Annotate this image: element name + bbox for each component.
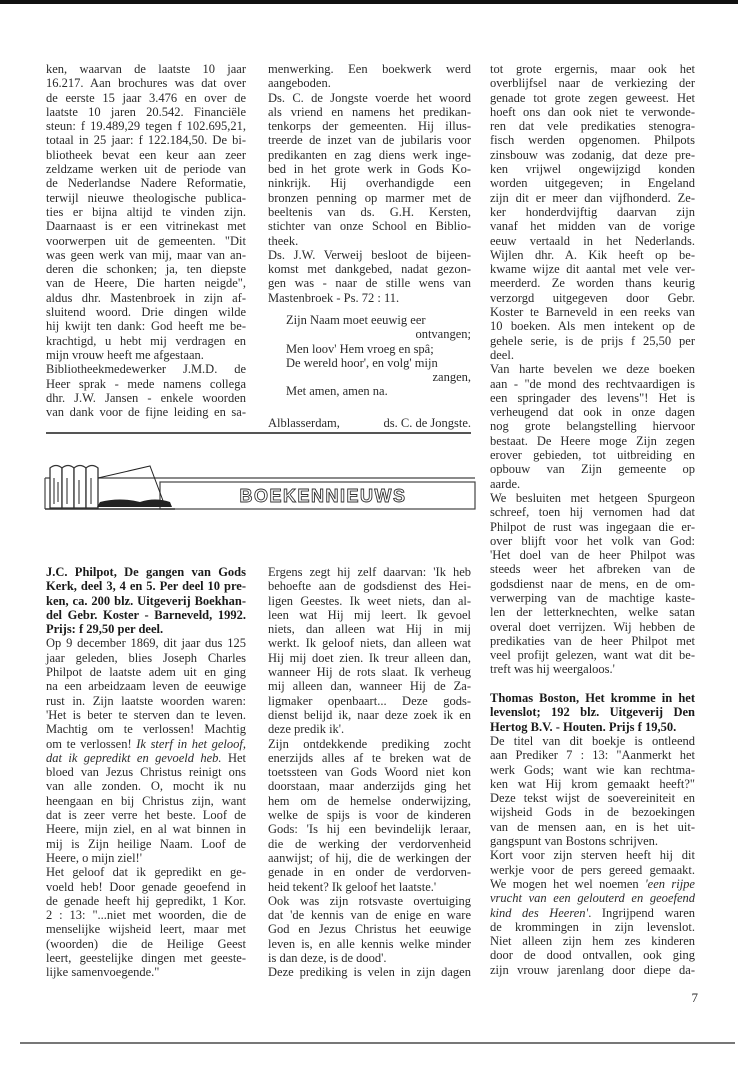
- text-line: God en Jezus Christus het eeuwige: [268, 922, 471, 937]
- text-line: Niet alleen zijn hem zes kinderen: [490, 934, 695, 949]
- italic-quote: Ik sterf in het geloof,: [136, 736, 247, 751]
- text-line: Deze tekst wijst de soevereiniteit en: [490, 791, 695, 806]
- text-line: bliotheek bevat een keur aan zeer: [46, 147, 246, 162]
- text-line: menselijke wijsheid leert, maar met: [46, 922, 246, 937]
- paragraph: [268, 248, 471, 305]
- text-line: treerde de inzet van de jubilaris voor: [268, 133, 471, 148]
- text-line: heengaan en bij Christus zijn, want: [46, 793, 246, 808]
- text-line: schreef, toen hij vernomen had dat: [490, 505, 695, 520]
- text-line: deel.: [490, 347, 514, 362]
- text-line: fisch werden opgenomen. Philpots: [490, 133, 695, 148]
- text-line: over blijft voor het volk van God:: [490, 533, 695, 548]
- poem-line: Met amen, amen na.: [286, 384, 388, 399]
- text-line: leven is, en alle kennis welke minder: [268, 936, 471, 951]
- bottom-left-column: [46, 565, 246, 980]
- text-line: 2 : 13: "...niet met woorden, die de: [46, 908, 246, 923]
- text-line: Philpot de rust was ingegaan die er-: [490, 519, 695, 534]
- text-line: zijn vrouw jarenlang door diepe da-: [490, 962, 695, 977]
- text-line: niets, dan alleen wat Hij in mij: [268, 622, 471, 637]
- text-line: toetssteen van Gods Woord niet kon: [268, 765, 471, 780]
- paragraph: [268, 965, 471, 979]
- text-line: wanneer Hij de rots slaat. Ik verheug: [268, 665, 471, 680]
- text-line: de eerste 15 jaar 3.476 en over de: [46, 90, 246, 105]
- text-line: [46, 751, 246, 765]
- text-line: del Gebr. Koster - Barneveld, 1992.: [46, 607, 246, 622]
- text-line: deren die schonken; ja, ten diepste: [46, 262, 246, 277]
- text-line: heid tekent? Ik geloof het laatste.': [268, 879, 437, 894]
- text-line: Op 9 december 1869, dit jaar dus 125: [46, 636, 246, 651]
- bottom-middle-column: [268, 565, 471, 980]
- text-line: verwerping van de machtige kaste-: [490, 590, 695, 605]
- top-middle-column: [268, 62, 471, 305]
- text-line: overal doet verrijzen. Wij hebben de: [490, 619, 695, 634]
- text-line: bloed van Jezus Christus reinigt ons: [46, 765, 246, 780]
- text-line: bed in het grote werk in Gods Ko-: [268, 162, 471, 177]
- text-line: J.C. Philpot, De gangen van Gods: [46, 565, 246, 579]
- text-line: wijsheid Gods in de bezoekingen: [490, 805, 695, 820]
- book-review-heading: [490, 691, 695, 734]
- text-line: hij kwijt ten dank: God heeft me be-: [46, 319, 246, 334]
- text-line: kwame wijze dit aantal met vele ver-: [490, 262, 695, 277]
- text-line: Deze prediking is velen in zijn dagen: [268, 965, 471, 980]
- text-line: [490, 891, 695, 905]
- text-line: zijn dit er meer dan vijfhonderd. Ze-: [490, 190, 695, 205]
- text-line: Machtig om te verlossen! Machtig: [46, 722, 246, 737]
- text-line: dat 'de kennis van de enige en ware: [268, 908, 471, 923]
- text-line: werkje voor de pers gereed gemaakt.: [490, 862, 695, 877]
- text-line: Ds. C. de Jongste voerde het woord: [268, 90, 471, 105]
- text-line: ken, waarvan de laatste 10 jaar: [46, 62, 246, 76]
- text-line: ren dat vele predikaties stenogra-: [490, 119, 695, 134]
- poem-line: Men loov' Hem vroeg en spâ;: [286, 341, 434, 356]
- paragraph: [268, 62, 471, 91]
- text-line: [490, 877, 695, 891]
- text-line: de krommingen in zijn levenslot.: [490, 919, 695, 934]
- text-line: deze predik ik'.: [268, 722, 345, 737]
- section-divider: [46, 432, 471, 434]
- italic-quote: 'een rijpe: [645, 876, 695, 891]
- spacer: [490, 677, 695, 691]
- text-line: ninkrijk. Hij overhandigde een: [268, 176, 471, 191]
- text-line: [490, 906, 695, 920]
- paragraph: [268, 565, 471, 737]
- poem-line: ontvangen;: [415, 327, 471, 342]
- text-line: theek.: [268, 233, 299, 248]
- text-line: van de Heere, Die harten neigde",: [46, 276, 246, 291]
- text-line: tenkorps der gemeenten. Hij illus-: [268, 119, 471, 134]
- text-line: overblijfsel naar de verkiezing der: [490, 76, 695, 91]
- text-line: mij alleen dan, wanneer Hij de Za-: [268, 679, 471, 694]
- text-line: hem om de hemelse onderwijzing,: [268, 793, 471, 808]
- text-line: predikanten en zag diens werk inge-: [268, 147, 471, 162]
- italic-quote: dat ik gepredikt en gevoeld heb.: [46, 750, 222, 765]
- text-line: genade in en onder de verdorven-: [268, 865, 471, 880]
- text-line: werkt. Ik geloof niets, dan alleen wat: [268, 636, 471, 651]
- text-line: bronzen penning op marmer met de: [268, 190, 471, 205]
- text-line: aan - "de mond des rechtvaardigen is: [490, 376, 695, 391]
- text-line: godsdienst naar de mens, en de om-: [490, 576, 695, 591]
- italic-quote: kind des Heeren': [490, 905, 589, 920]
- text-line: opbouw van Zijn gemeente op: [490, 462, 695, 477]
- text-line: De titel van dit boekje is ontleend: [490, 733, 695, 748]
- text-line: door de dood ontvallen, ook ging: [490, 948, 695, 963]
- text-line: is dan deze, is de dood'.: [268, 951, 387, 966]
- text-line: doorstaan, maar anderzijds ging het: [268, 779, 471, 794]
- text-line: levenslot; 192 blz. Uitgeverij Den: [490, 705, 695, 720]
- text-line: treft was hij weergaloos.': [490, 662, 615, 677]
- text-line: gen was - naar de stille wens van: [268, 276, 471, 291]
- text-line: gangspunt van Bostons schrijven.: [490, 834, 659, 849]
- text-line: steun: f 19.489,29 tegen f 102.695,21,: [46, 119, 246, 134]
- text-segment: . Ingrijpend waren: [588, 905, 695, 920]
- text-line: aan Prediker 7 : 13: "Aanmerkt het: [490, 748, 695, 763]
- paragraph: [46, 636, 246, 865]
- poem-line: De wereld hoor', en volg' mijn: [286, 355, 438, 370]
- text-line: Heere, mijn ziel, en al wat binnen in: [46, 822, 246, 837]
- text-line: eeuw vertaald in het Nederlands.: [490, 233, 695, 248]
- books-illustration-icon: [40, 458, 480, 514]
- top-border-bar: [0, 0, 738, 4]
- poem-line: zangen,: [432, 370, 471, 385]
- text-line: Kort voor zijn sterven heeft hij dit: [490, 848, 695, 863]
- text-line: menwerking. Een boekwerk werd: [268, 62, 471, 76]
- text-line: Bibliotheekmedewerker J.M.D. de: [46, 362, 246, 377]
- text-line: ken wat Hij krom gemaakt heeft?": [490, 776, 695, 791]
- italic-quote: vrucht van een gelouterd en geoefend: [490, 891, 695, 906]
- top-left-column: [46, 62, 246, 419]
- text-line: van dank voor de fijne leiding en sa-: [46, 405, 246, 420]
- text-line: komst met dankgebed, nadat gezon-: [268, 262, 471, 277]
- text-line: gehele serie, is de prijs f 25,50 per: [490, 333, 695, 348]
- text-line: zeldzame werken uit de periode van: [46, 162, 246, 177]
- text-line: leen wat Hij mij leert. Ik gevoel: [268, 607, 471, 622]
- text-line: was geen werk van mij, maar van an-: [46, 247, 246, 262]
- text-line: 'Het is beter te sterven dan te leven.: [46, 707, 246, 722]
- text-line: aangeboden.: [268, 76, 331, 91]
- bottom-border-rule: [20, 1042, 735, 1044]
- signature-place: Alblasserdam,: [268, 416, 340, 430]
- text-line: ligen Geestes. Ik weet niets, dan al-: [268, 593, 471, 608]
- paragraph: [46, 865, 246, 979]
- text-line: lijke samenvoegende.": [46, 965, 160, 980]
- text-line: mij is Zijn heilige Naam. Loof de: [46, 836, 246, 851]
- text-line: Ook was zijn rotsvaste overtuiging: [268, 893, 471, 908]
- text-line: Gods: 'Is hij een bevindelijk leraar,: [268, 822, 471, 837]
- signature: [268, 416, 471, 431]
- text-line: We besluiten met hetgeen Spurgeon: [490, 490, 695, 505]
- text-line: Thomas Boston, Het kromme in het: [490, 691, 695, 706]
- text-line: mijn vrouw heeft me afgestaan.: [46, 347, 204, 362]
- text-segment: Het: [221, 750, 246, 765]
- text-line: (woorden) die de Heilige Geest: [46, 936, 246, 951]
- text-line: vanaf het midden van de vorige: [490, 219, 695, 234]
- page-number: 7: [691, 990, 698, 1005]
- text-segment: We mogen het wel noemen: [490, 876, 645, 891]
- text-line: dienst belijd ik, naar deze zoek ik en: [268, 707, 471, 722]
- text-line: leert, geestelijke dingen met geeste-: [46, 951, 246, 966]
- text-line: Kerk, deel 3, 4 en 5. Per deel 10 pre-: [46, 579, 246, 594]
- text-line: tot grote ergernis, maar ook het: [490, 62, 695, 76]
- text-line: erover gebieden, tot uitbreiding en: [490, 448, 695, 463]
- text-line: dhr. J.W. Jansen - enkele woorden: [46, 390, 246, 405]
- text-line: meerderd. Ze worden thans keurig: [490, 276, 695, 291]
- text-line: na een arbeidzaam leven de eeuwige: [46, 679, 246, 694]
- text-line: ker honderdvijftig daarvan zijn: [490, 204, 695, 219]
- boekennieuws-banner: [40, 458, 480, 519]
- text-line: jaar geleden, blies Joseph Charles: [46, 650, 246, 665]
- text-line: krachtigd, u hebt mij verdragen en: [46, 333, 246, 348]
- paragraph: [490, 362, 695, 491]
- text-line: de Nederlandse Nadere Reformatie,: [46, 176, 246, 191]
- text-line: genade tot grote zegen geweest. Het: [490, 90, 695, 105]
- text-line: bestaat. De Heere moge Zijn zegen: [490, 433, 695, 448]
- text-line: Van harte bevelen we deze boeken: [490, 362, 695, 377]
- right-column: [490, 62, 695, 977]
- text-line: Mastenbroek - Ps. 72 : 11.: [268, 290, 400, 305]
- text-line: van de mensen aan, en is het uit-: [490, 819, 695, 834]
- text-line: sluitend woord. Drie dingen wilde: [46, 305, 246, 320]
- text-line: Het geloof dat ik gepredikt en ge-: [46, 865, 246, 880]
- poem-line: Zijn Naam moet eeuwig eer: [286, 313, 426, 327]
- text-line: 10 boeken. Als men intekent op de: [490, 319, 695, 334]
- text-line: worden uitgegeven; in Engeland: [490, 176, 695, 191]
- paragraph: [490, 491, 695, 677]
- paragraph: [268, 91, 471, 248]
- text-line: Heer sprak - mede namens collega: [46, 376, 246, 391]
- text-line: behoefte aan de godsdienst des Hei-: [268, 579, 471, 594]
- text-segment: om te verlossen!: [46, 736, 137, 751]
- paragraph: [46, 62, 246, 362]
- text-line: dat is zeer verre het beste. Loof de: [46, 808, 246, 823]
- signature-author: ds. C. de Jongste.: [383, 416, 471, 430]
- text-line: enerzijds alles af te breken wat de: [268, 750, 471, 765]
- text-line: zinsbouw was zodanig, dat deze pre-: [490, 147, 695, 162]
- book-review-heading: [46, 565, 246, 636]
- text-line: [46, 737, 246, 751]
- text-line: beeltenis van ds. G.H. Kersten,: [268, 204, 471, 219]
- text-line: ken vrijwel ongewijzigd konden: [490, 162, 695, 177]
- text-line: rust in. Zijn laatste woorden waren:: [46, 693, 246, 708]
- text-line: verzorgd uitgegeven door Gebr.: [490, 290, 695, 305]
- text-line: van alle zonden. O, mocht ik nu: [46, 779, 246, 794]
- paragraph: [490, 848, 695, 977]
- text-line: Ds. J.W. Verweij besloot de bijeen-: [268, 247, 471, 262]
- text-line: een springader des levens"! Het is: [490, 390, 695, 405]
- text-line: Zijn ontdekkende prediking zocht: [268, 736, 471, 751]
- text-line: de genade heeft hij gepredikt, 1 Kor.: [46, 893, 246, 908]
- text-line: 'Het doel van de heer Philpot was: [490, 548, 695, 563]
- text-line: aanwijst; of hij, die de werkingen der: [268, 850, 471, 865]
- text-line: Wijlen dhr. A. Kik heeft op be-: [490, 247, 695, 262]
- text-line: Ergens zegt hij zelf daarvan: 'Ik heb: [268, 565, 471, 579]
- text-line: Hertog B.V. - Houten. Prijs f 19,50.: [490, 719, 677, 734]
- text-line: Daarnaast is er een vitrinekast met: [46, 219, 246, 234]
- text-line: len der letterknechten, welke satan: [490, 605, 695, 620]
- text-line: Heere, o mijn ziel!': [46, 850, 142, 865]
- banner-title: BOEKENNIEUWS: [239, 486, 407, 506]
- text-line: terwijl nieuwe theologische publica-: [46, 190, 246, 205]
- text-line: verheugend dat ook in onze dagen: [490, 405, 695, 420]
- text-line: laatste 10 jaren 20.542. Financiële: [46, 104, 246, 119]
- text-line: stichter van onze School en Biblio-: [268, 219, 471, 234]
- text-line: voeld heb! Door genade geoefend in: [46, 879, 246, 894]
- text-line: voorwerpen uit de gemeenten. "Dit: [46, 233, 246, 248]
- text-line: predikaties van de heer Philpot met: [490, 633, 695, 648]
- paragraph: [490, 734, 695, 848]
- text-line: aldus dhr. Mastenbroek in zijn af-: [46, 290, 246, 305]
- text-line: 16.217. Aan brochures was dat over: [46, 76, 246, 91]
- text-line: Prijs: f 29,50 per deel.: [46, 622, 164, 637]
- psalm-verse: [268, 313, 471, 399]
- text-line: die de werking der verdorvenheid: [268, 836, 471, 851]
- text-line: als vriend en namens het predikan-: [268, 104, 471, 119]
- text-line: Koster te Barneveld in een reeks van: [490, 305, 695, 320]
- text-line: werk Gods; want wie kan rechtma-: [490, 762, 695, 777]
- paragraph: [268, 737, 471, 894]
- text-line: aarde.: [490, 476, 521, 491]
- paragraph: [268, 894, 471, 965]
- text-line: Hij mij doet zien. Ik treur alleen dan,: [268, 650, 471, 665]
- text-line: hoeft ons dan ook niet te verwonde-: [490, 104, 695, 119]
- text-line: ligmaker openbaart... Deze gods-: [268, 693, 471, 708]
- text-line: ken, ca. 200 blz. Uitgeverij Boekhan-: [46, 593, 246, 608]
- text-line: ties er bijna altijd te vinden zijn.: [46, 204, 246, 219]
- paragraph: [490, 62, 695, 362]
- text-line: totaal in 25 jaar: f 122.184,50. De bi-: [46, 133, 246, 148]
- text-line: Philpot de laatste adem uit en ging: [46, 665, 246, 680]
- text-line: nog grote belangstelling hiervoor: [490, 419, 695, 434]
- text-line: veel profijt gelezen, want wat dit be-: [490, 648, 695, 663]
- text-line: steeds weer het afbreken van de: [490, 562, 695, 577]
- text-line: welke de spijs is voor de kinderen: [268, 808, 471, 823]
- paragraph: [46, 362, 246, 419]
